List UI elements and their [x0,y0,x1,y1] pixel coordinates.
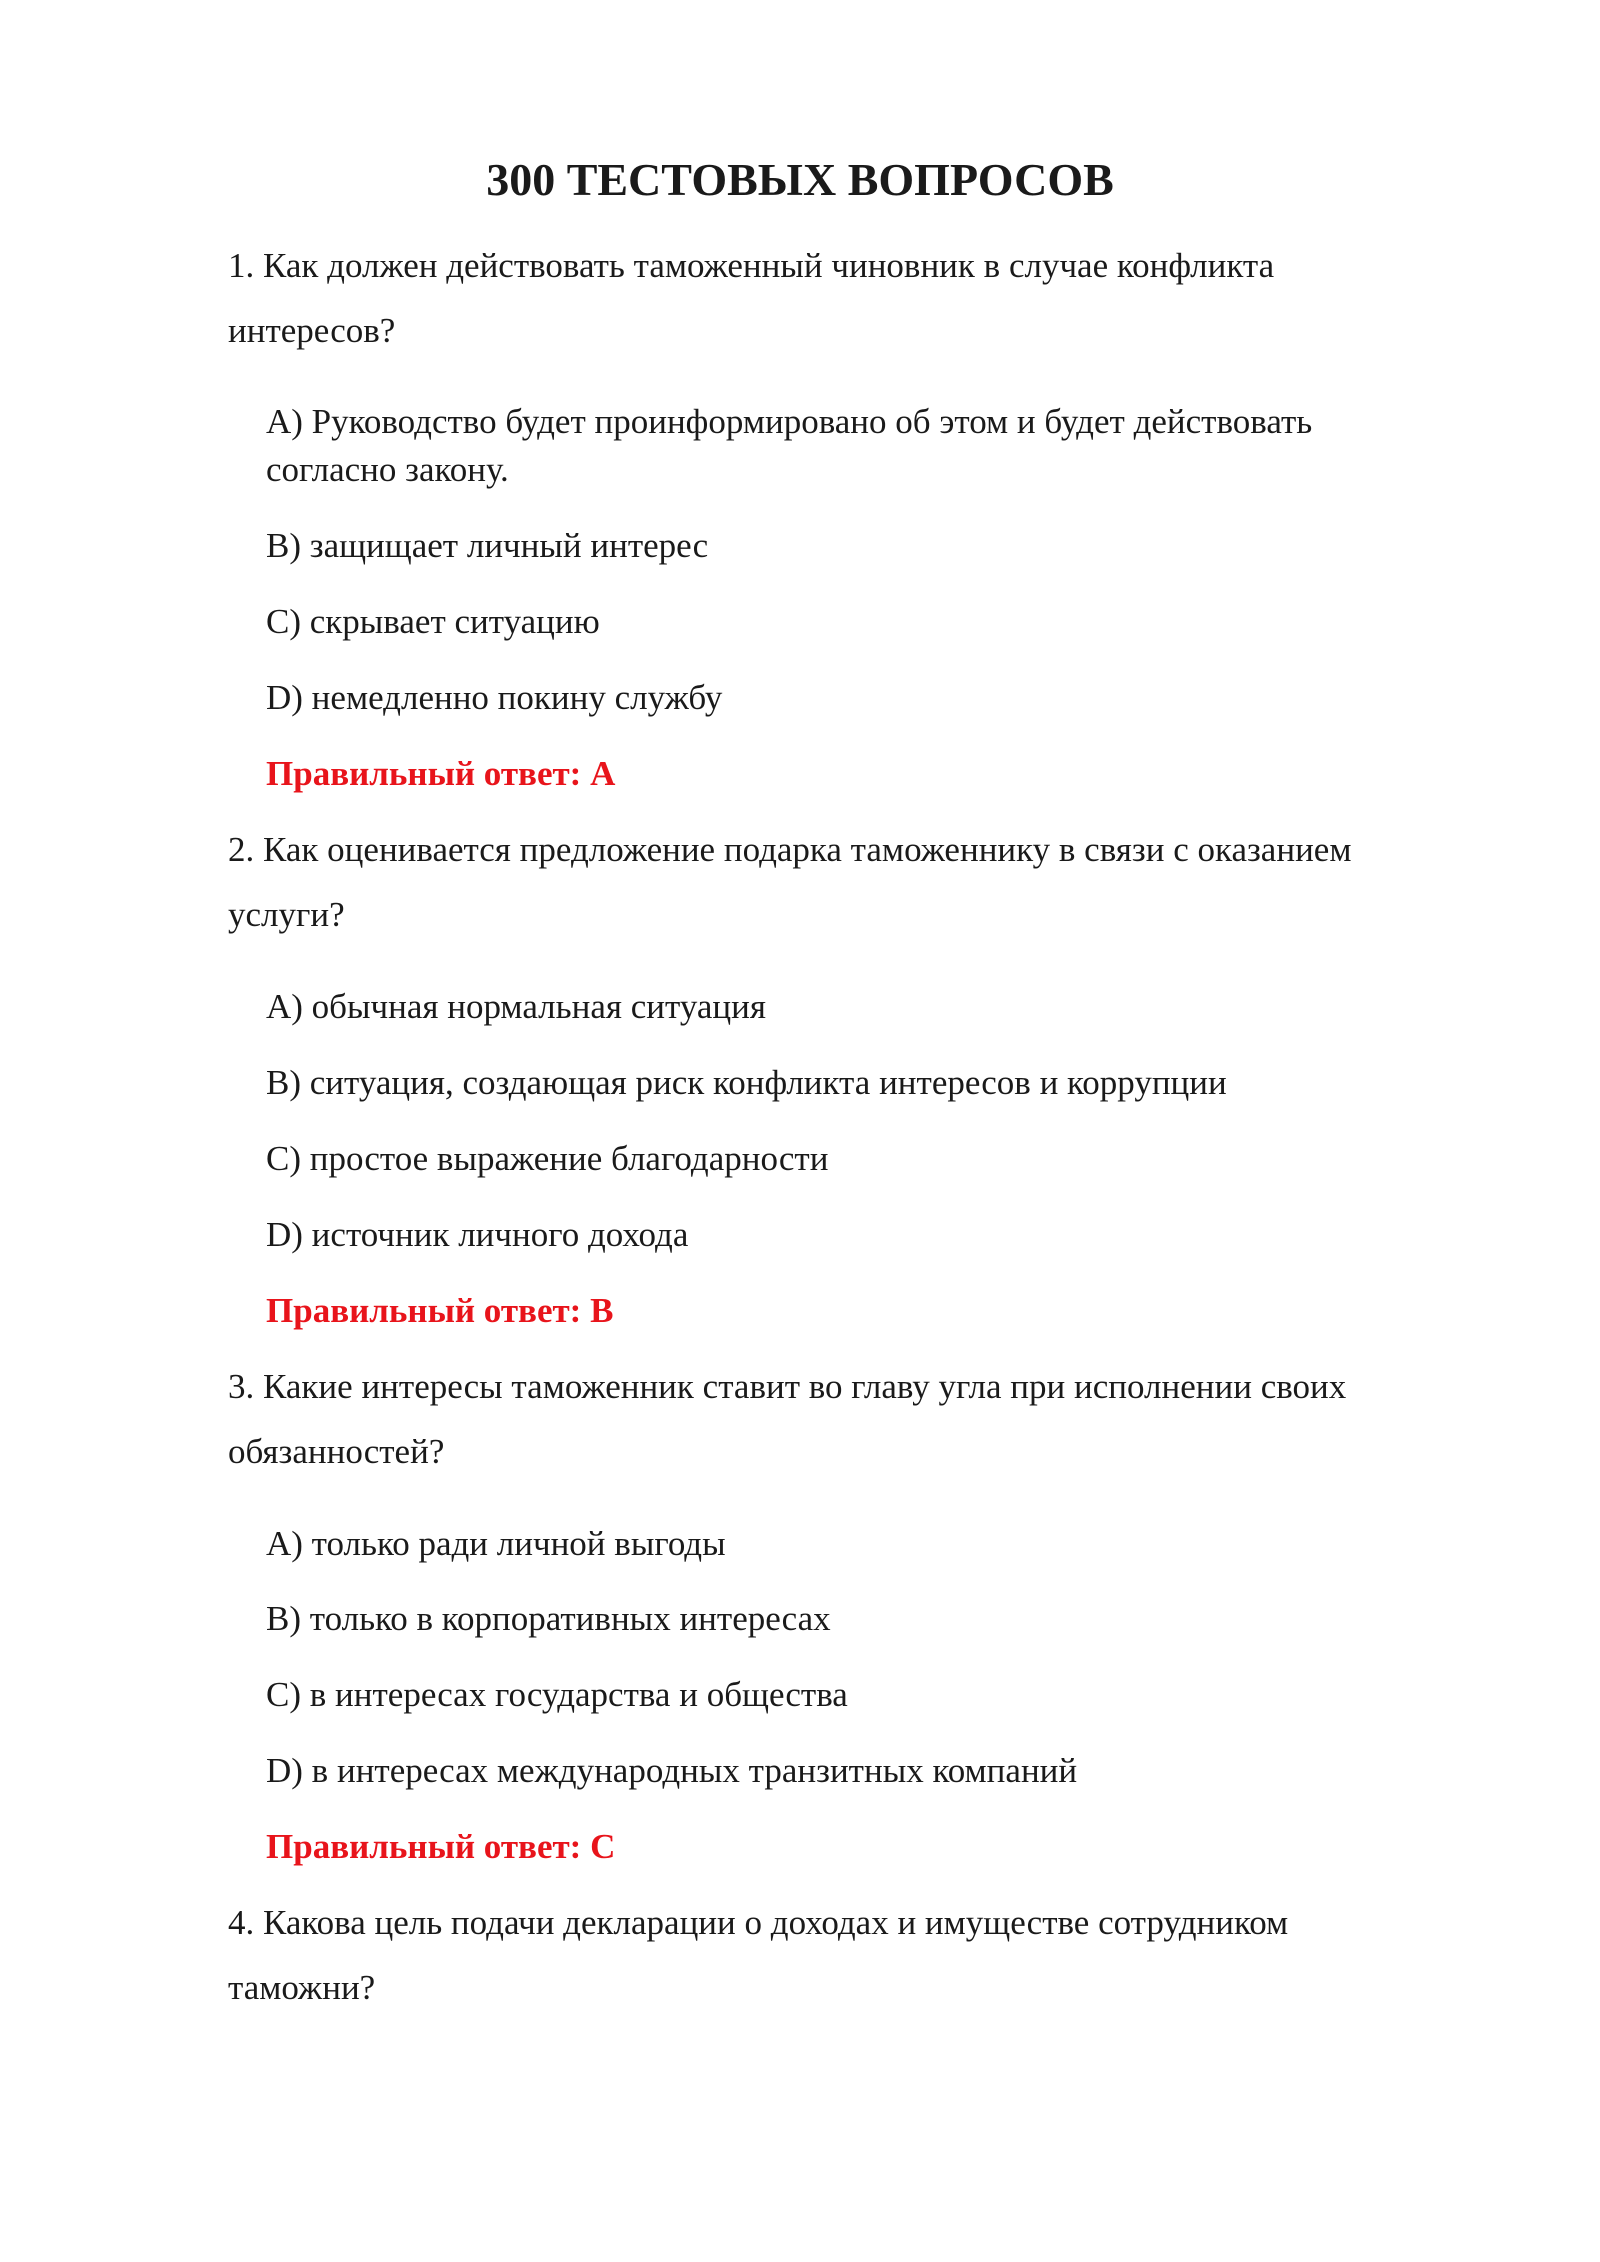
question-3-option-b: B) только в корпоративных интересах [266,1599,831,1638]
question-2-option-c: C) простое выражение благодарности [266,1139,829,1178]
question-4-text: 4. Какова цель подачи декларации о доходах и имуществе сотрудником [228,1903,1289,1942]
question-3-option-d: D) в интересах международных транзитных компаний [266,1751,1078,1790]
question-1-option-a: А) Руководство будет проинформировано об этом и будет действовать [266,402,1313,441]
question-1-option-d: D) немедленно покину службу [266,678,723,717]
question-1-text-cont: интересов? [228,311,396,350]
question-2-option-b: B) ситуация, создающая риск конфликта интересов и коррупции [266,1063,1227,1102]
question-3-text-cont: обязанностей? [228,1432,445,1471]
question-2-text: 2. Как оценивается предложение подарка таможеннику в связи с оказанием [228,830,1352,869]
question-2-correct-answer: Правильный ответ: B [266,1291,614,1330]
question-1-option-a-cont: согласно закону. [266,450,509,489]
question-2-option-d: D) источник личного дохода [266,1215,689,1254]
question-1-correct-answer: Правильный ответ: А [266,754,616,793]
question-1-option-b: B) защищает личный интерес [266,526,709,565]
question-1-option-c: C) скрывает ситуацию [266,602,600,641]
question-2-option-a: А) обычная нормальная ситуация [266,987,766,1026]
question-2-text-cont: услуги? [228,895,345,934]
question-3-correct-answer: Правильный ответ: C [266,1827,616,1866]
question-3-option-a: А) только ради личной выгоды [266,1524,726,1563]
page-title: 300 ТЕСТОВЫХ ВОПРОСОВ [486,154,1114,205]
question-3-text: 3. Какие интересы таможенник ставит во главу угла при исполнении своих [228,1367,1347,1406]
question-4-text-cont: таможни? [228,1968,376,2007]
question-1-text: 1. Как должен действовать таможенный чиновник в случае конфликта [228,246,1275,285]
question-3-option-c: C) в интересах государства и общества [266,1675,848,1714]
